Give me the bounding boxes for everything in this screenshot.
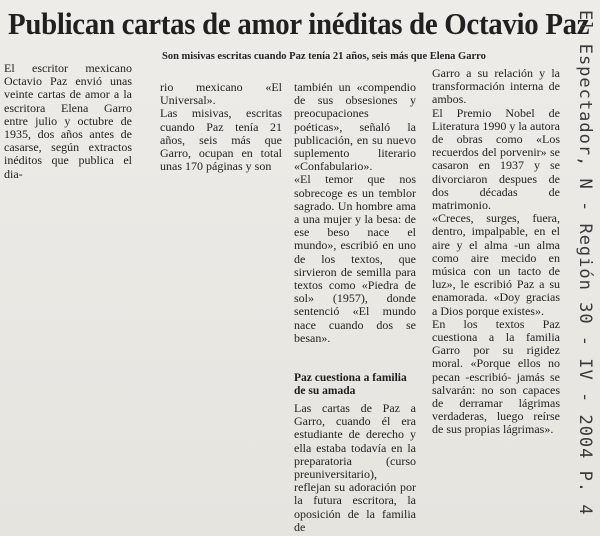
handwritten-source-note bbox=[565, 10, 595, 530]
article-column-2: rio mexicano «El Universal». Las misivas, escritas cuando Paz tenía 21 años, seis más que Garro, ocupan en total unas 170 páginas y son bbox=[160, 81, 282, 174]
deck-subtitle: Son misivas escritas cuando Paz tenía 21 años, seis más que Elena Garro bbox=[162, 51, 486, 62]
section-subhead: Paz cuestiona a familia de su amada bbox=[294, 372, 407, 397]
headline: Publican cartas de amor inéditas de Octavio Paz bbox=[8, 6, 590, 41]
handwritten-note-text: El Espectador, N - Región 30 - IV - 2004 P. 4 bbox=[575, 10, 595, 516]
article-column-1: El escritor mexicano Octavio Paz envió unas veinte cartas de amor a la escritora Elena Garro entre julio y octubre de 1935, dos años antes de casarse, según extractos inéditos que publica el dia- bbox=[4, 62, 132, 181]
article-column-3: también un «compendio de sus obsesiones y preocupaciones poéticas», señaló la publicación, en su nuevo suplemento literario «Confabulario». «El temor que nos sobrecoge es un temblor sagrado. Un hombre ama a una mujer y la besa: de ese beso nace el mundo», escribió en uno de los textos, que sirvieron de semilla para textos como «Piedra de sol» (1957), donde sentenció «El mundo nace cuando dos se besan». bbox=[294, 81, 416, 345]
article-column-4: Garro a su relación y la transformación interna de ambos. El Premio Nobel de Literatura 1990 y la autora de obras como «Los recuerdos del porvenir» se casaron en 1937 y se divorciaron despues de dos décadas de matrimonio. «Creces, surges, fuera, dentro, impalpable, en el aire y el alma -un alma como aire mecido en música con un tacto de luz», le escribió Paz a su enamorada. «Doy gracias a Dios porque existes». En los textos Paz cuestiona a la familia Garro por su rigidez moral. «Porque ellos no pecan -escribió- jamás se salvarán: no son capaces de derramar lágrimas verdaderas, luego reírse de sus propias lágrimas». bbox=[432, 67, 560, 437]
article-column-3-continued: Las cartas de Paz a Garro, cuando él era estudiante de derecho y ella estaba todavía en la preparatoria (curso preuniversitario), reflejan su adoración por la futura escritora, la oposición de la familia de bbox=[294, 402, 416, 534]
